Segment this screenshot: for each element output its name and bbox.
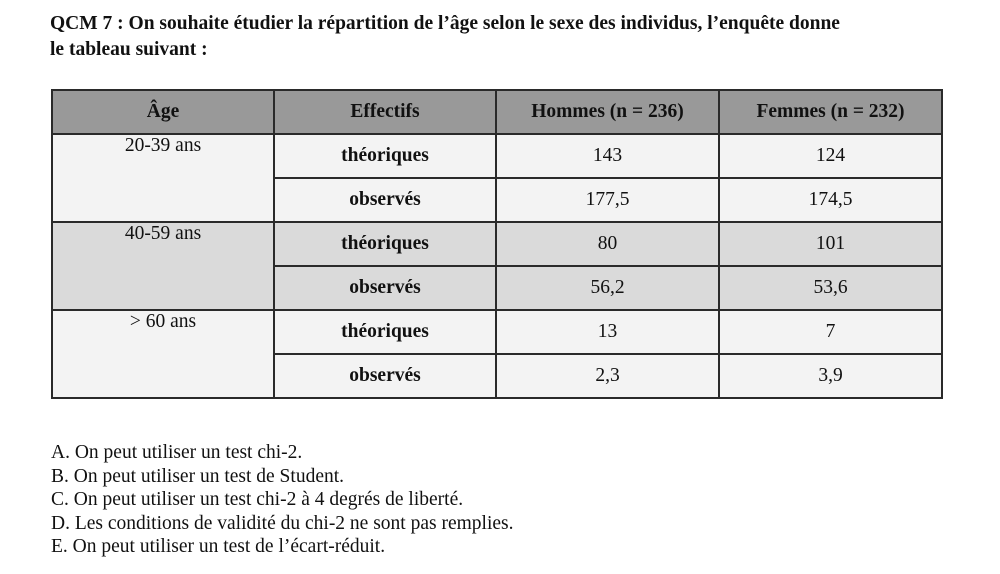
femmes-value: 53,6 <box>719 266 942 310</box>
table-header-row <box>52 90 942 134</box>
table-row <box>52 310 942 354</box>
effectifs-kind: observés <box>274 178 496 222</box>
effectifs-kind: théoriques <box>274 310 496 354</box>
effectifs-kind: observés <box>274 266 496 310</box>
age-group-cell: 20-39 ans <box>52 134 274 222</box>
table-row <box>52 134 942 178</box>
table-row <box>52 222 942 266</box>
header-hommes: Hommes (n = 236) <box>496 90 719 134</box>
femmes-value: 101 <box>719 222 942 266</box>
answer-e: E. On peut utiliser un test de l’écart-réduit. <box>51 536 386 557</box>
answer-c: C. On peut utiliser un test chi-2 à 4 degrés de liberté. <box>51 489 464 510</box>
femmes-value: 174,5 <box>719 178 942 222</box>
effectifs-kind: théoriques <box>274 134 496 178</box>
question-line-1: QCM 7 : On souhaite étudier la répartition de l’âge selon le sexe des individus, l’enquête donne <box>50 13 840 34</box>
femmes-value: 3,9 <box>719 354 942 398</box>
hommes-value: 2,3 <box>496 354 719 398</box>
femmes-value: 124 <box>719 134 942 178</box>
effectifs-kind: théoriques <box>274 222 496 266</box>
femmes-value: 7 <box>719 310 942 354</box>
header-effectifs: Effectifs <box>274 90 496 134</box>
age-group-cell: > 60 ans <box>52 310 274 398</box>
hommes-value: 13 <box>496 310 719 354</box>
hommes-value: 143 <box>496 134 719 178</box>
hommes-value: 177,5 <box>496 178 719 222</box>
effectifs-kind: observés <box>274 354 496 398</box>
answer-a: A. On peut utiliser un test chi-2. <box>51 442 303 463</box>
answer-d: D. Les conditions de validité du chi-2 ne sont pas remplies. <box>51 512 514 534</box>
age-sex-table <box>51 89 943 399</box>
answer-list <box>51 441 514 559</box>
question-line-2: le tableau suivant : <box>50 39 208 60</box>
hommes-value: 56,2 <box>496 266 719 310</box>
age-group-cell: 40-59 ans <box>52 222 274 310</box>
hommes-value: 80 <box>496 222 719 266</box>
answer-b: B. On peut utiliser un test de Student. <box>51 465 345 487</box>
header-age: Âge <box>52 90 274 134</box>
question-text <box>50 11 970 63</box>
header-femmes: Femmes (n = 232) <box>719 90 942 134</box>
